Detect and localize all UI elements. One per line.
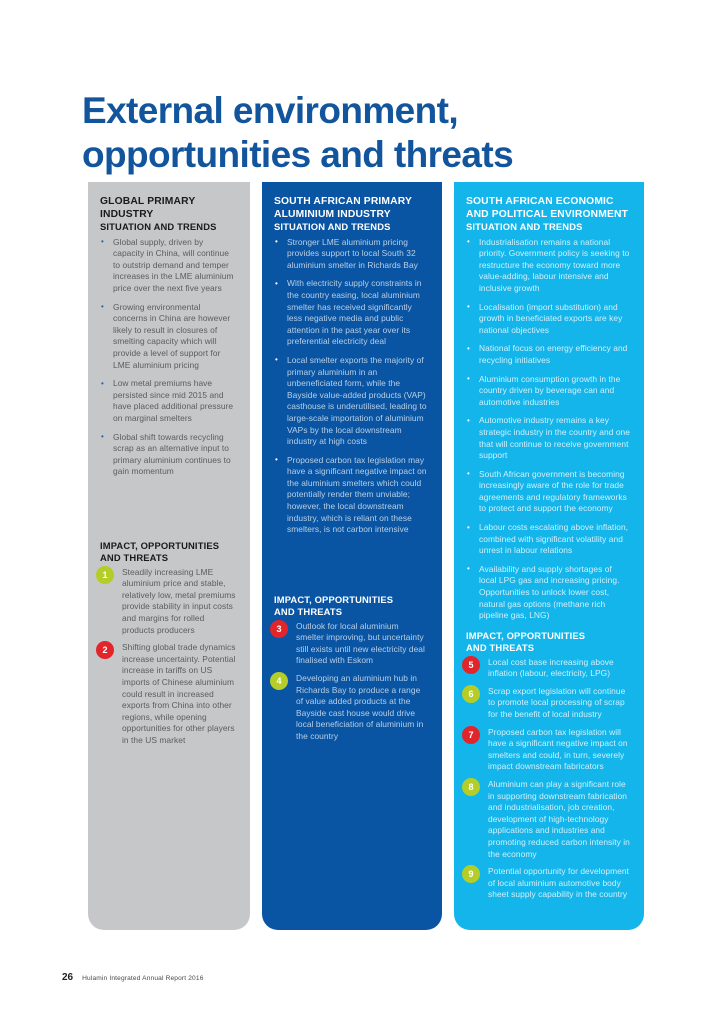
number-badge: 5 — [462, 656, 480, 674]
list-item: • Growing environmental concerns in China are however likely to result in closures of smelting capacity which will provide a level of support for LME aluminium pricing — [100, 302, 236, 372]
list-item: • Stronger LME aluminium pricing provides support to local South 32 aluminium smelter in Richards Bay — [274, 237, 428, 272]
list-item: • Low metal premiums have persisted since mid 2015 and have placed additional pressure on marginal smelters — [100, 378, 236, 424]
column-1-impact-heading-line-2: AND THREATS — [100, 552, 169, 564]
column-3-heading-line-2: AND POLITICAL ENVIRONMENT — [466, 208, 629, 220]
number-badge: 2 — [96, 641, 114, 659]
number-badge: 8 — [462, 778, 480, 796]
page-title — [82, 89, 662, 177]
list-item — [100, 567, 236, 637]
list-item-text: Scrap export legislation will continue to promote local processing of scrap for the benefit of local industry — [488, 685, 626, 719]
number-badge: 3 — [270, 620, 288, 638]
list-item-text: Aluminium can play a significant role in supporting downstream fabrication and industrialisation, job creation, development of high-technology applications and industries and promoting reduced carbon intensity in the economy — [488, 778, 630, 859]
content-columns — [88, 182, 644, 930]
column-2-impact-heading-line-2: AND THREATS — [274, 606, 343, 618]
column-1-impact-heading-line-1: IMPACT, OPPORTUNITIES — [100, 539, 220, 551]
list-item-text: Shifting global trade dynamics increase uncertainty. Potential increase in tariffs on US imports of Chinese aluminium could result in increased exports from China into other regions, while opening opportunities for other players in the US market — [122, 642, 236, 745]
column-3-impact-heading-line-1: IMPACT, OPPORTUNITIES — [466, 629, 586, 641]
list-item: • Local smelter exports the majority of primary aluminium in an unbeneficiated form, while the Bayside value-added products (VAP) casthouse is underutilised, leading to large-scale importation of aluminium VAPs by the local downstream industry at high costs — [274, 355, 428, 448]
footer-page-number: 26 — [62, 972, 74, 983]
list-item: • Global supply, driven by capacity in China, will continue to outstrip demand and temper increases in the LME aluminium price over the next five years — [100, 237, 236, 295]
list-item-text: Outlook for local aluminium smelter improving, but uncertainty still exists until new electricity deal finalised with Eskom — [296, 620, 425, 666]
list-item — [466, 866, 630, 901]
number-badge: 9 — [462, 865, 480, 883]
list-item-text: Potential opportunity for development of local aluminium automotive body sheet supply capability in the country — [488, 866, 629, 900]
list-item-text: Proposed carbon tax legislation will have a significant negative impact on smelters and could, in turn, severely impact downstream fabricators — [488, 726, 628, 772]
column-global-primary-industry — [88, 182, 250, 930]
page-footer — [62, 972, 204, 983]
list-item-text: Local cost base increasing above inflation (labour, electricity, LPG) — [488, 656, 614, 679]
column-3-impact-list — [466, 657, 630, 901]
list-item: • Availability and supply shortages of local LPG gas and increasing pricing. Opportunities to unlock lower cost, natural gas options (methane rich pipeline gas, LNG) — [466, 564, 630, 622]
column-2-impact-heading-line-1: IMPACT, OPPORTUNITIES — [274, 593, 394, 605]
list-item — [466, 727, 630, 773]
list-item: • With electricity supply constraints in the country easing, local aluminium smelter has received significantly less negative media and public attention in the past year over its preferential electricity deal — [274, 278, 428, 348]
footer-report-title: Hulamin Integrated Annual Report 2016 — [82, 975, 204, 982]
column-sa-primary-aluminium-industry — [262, 182, 442, 930]
column-1-subheading: SITUATION AND TRENDS — [100, 221, 217, 233]
column-3-subheading: SITUATION AND TRENDS — [466, 221, 583, 233]
column-2-impact-block — [274, 594, 428, 743]
list-item — [274, 673, 428, 743]
column-2-heading-line-2: ALUMINIUM INDUSTRY — [274, 208, 391, 220]
list-item: • South African government is becoming increasingly aware of the role for trade agreements and regulatory frameworks to protect and support the economy — [466, 469, 630, 515]
column-3-heading-line-1: SOUTH AFRICAN ECONOMIC — [466, 196, 614, 207]
column-2-heading-line-1: SOUTH AFRICAN PRIMARY — [274, 196, 412, 207]
number-badge: 1 — [96, 566, 114, 584]
number-badge: 7 — [462, 726, 480, 744]
column-2-impact-list — [274, 621, 428, 743]
column-3-impact-block — [466, 630, 630, 901]
list-item: • Global shift towards recycling scrap as an alternative input to primary aluminium continues to gain momentum — [100, 432, 236, 478]
page-title-line-1: External environment, — [82, 89, 459, 131]
number-badge: 6 — [462, 685, 480, 703]
list-item: • Proposed carbon tax legislation may have a significant negative impact on the aluminium smelters which could potentially render them unviable; however, the local downstream industry, which is reliant on these smelters, is not carbon intensive — [274, 455, 428, 536]
column-1-impact-heading — [100, 540, 236, 565]
column-2-subheading: SITUATION AND TRENDS — [274, 221, 391, 233]
page-title-line-2: opportunities and threats — [82, 133, 514, 175]
list-item — [100, 642, 236, 746]
list-item: • Localisation (import substitution) and growth in beneficiated exports are key national objectives — [466, 302, 630, 337]
column-3-impact-heading-line-2: AND THREATS — [466, 642, 535, 654]
column-1-heading — [100, 196, 236, 221]
column-1-heading-line-1: GLOBAL PRIMARY — [100, 196, 196, 207]
column-3-impact-heading — [466, 630, 630, 655]
list-item: • Labour costs escalating above inflation, combined with significant volatility and unrest in labour relations — [466, 522, 630, 557]
column-sa-economic-political-environment — [454, 182, 644, 930]
number-badge: 4 — [270, 672, 288, 690]
column-2-heading — [274, 196, 428, 221]
list-item — [274, 621, 428, 667]
list-item-text: Developing an aluminium hub in Richards Bay to produce a range of value added products at the Bayside cast house would drive local beneficiation of aluminium in the country — [296, 673, 424, 741]
list-item: • Industrialisation remains a national priority. Government policy is seeking to restructure the economy toward more value-adding, labour intensive and inclusive growth — [466, 237, 630, 295]
list-item — [466, 657, 630, 680]
list-item: • National focus on energy efficiency and recycling initiatives — [466, 343, 630, 366]
list-item-text: Steadily increasing LME aluminium price and stable, relatively low, metal premiums provide stability in input costs and margins for rolled products producers — [122, 566, 236, 635]
list-item — [466, 686, 630, 721]
column-1-bullet-list — [100, 237, 236, 478]
column-3-bullet-list — [466, 237, 630, 622]
column-2-impact-heading — [274, 594, 428, 619]
column-1-heading-line-2: INDUSTRY — [100, 208, 154, 220]
list-item: • Aluminium consumption growth in the country driven by beverage can and automotive industries — [466, 374, 630, 409]
column-2-bullet-list — [274, 237, 428, 536]
column-1-impact-block — [100, 540, 236, 747]
list-item: • Automotive industry remains a key strategic industry in the country and one that will continue to receive government support — [466, 415, 630, 461]
list-item — [466, 779, 630, 860]
column-3-heading — [466, 196, 630, 221]
column-1-impact-list — [100, 567, 236, 747]
